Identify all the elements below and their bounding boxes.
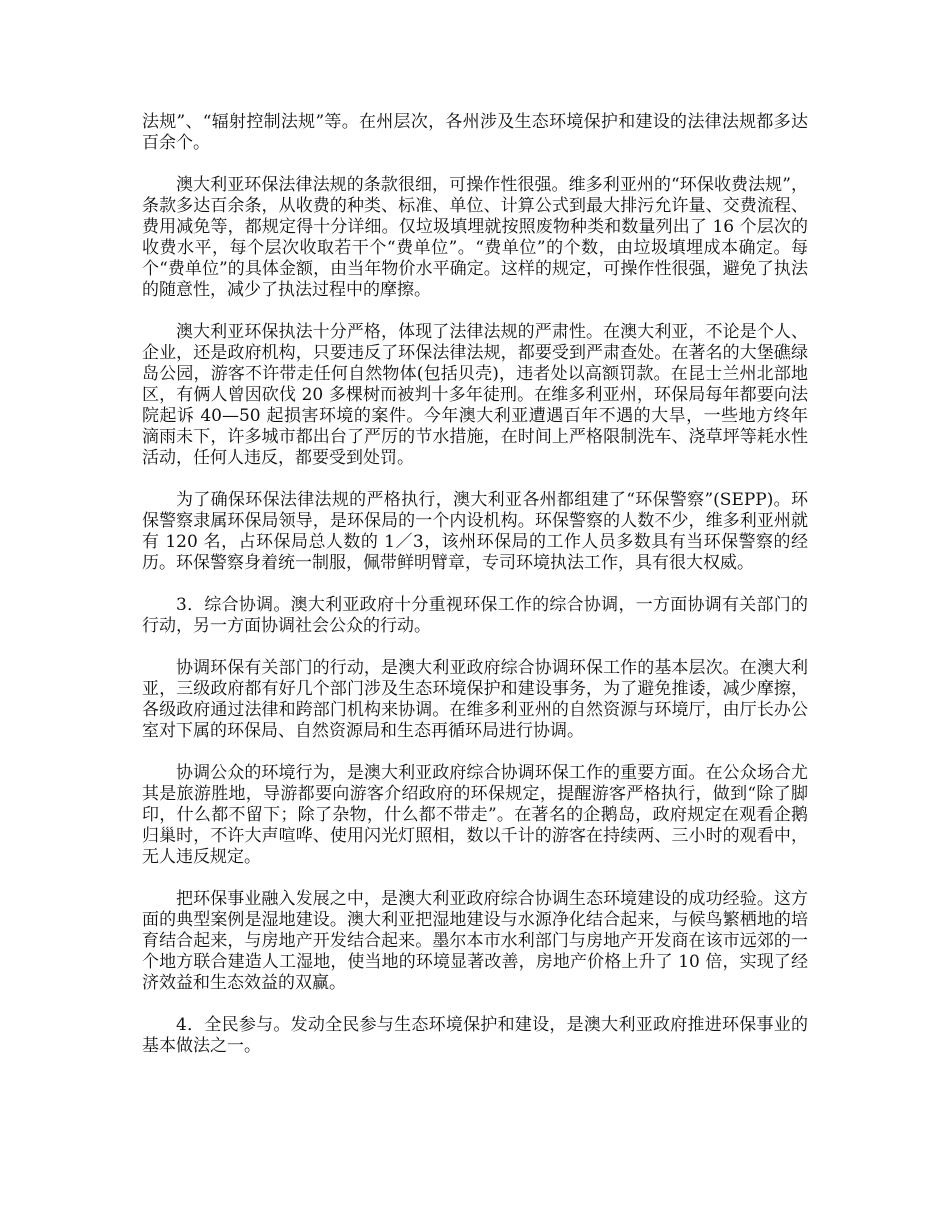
- paragraph-section-4-heading: 4．全民参与。发动全民参与生态环境保护和建设，是澳大利亚政府推进环保事业的基本做法之一。: [142, 1015, 808, 1056]
- paragraph-regulation-detail: 澳大利亚环保法律法规的条款很细，可操作性很强。维多利亚州的“环保收费法规”，条款多达百余条，从收费的种类、标准、单位、计算公式到最大排污允许量、交费流程、费用减免等，都规定得十分详细。仅垃圾填埋就按照废物种类和数量列出了 16 个层次的收费水平，每个层次收取若干个“费单位”。“费单位”的个数，由垃圾填埋成本确定。每个“费单位”的具体金额，由当年物价水平确定。这样的规定，可操作性很强，避免了执法的随意性，减少了执法过程中的摩擦。: [142, 175, 808, 300]
- paragraph-section-3-heading: 3．综合协调。澳大利亚政府十分重视环保工作的综合协调，一方面协调有关部门的行动，另一方面协调社会公众的行动。: [142, 595, 808, 636]
- document-body: [142, 112, 808, 1078]
- paragraph-wetland-case: 把环保事业融入发展之中，是澳大利亚政府综合协调生态环境建设的成功经验。这方面的典型案例是湿地建设。澳大利亚把湿地建设与水源净化结合起来，与候鸟繁栖地的培育结合起来，与房地产开发结合起来。墨尔本市水利部门与房地产开发商在该市远郊的一个地方联合建造人工湿地，使当地的环境显著改善，房地产价格上升了 10 倍，实现了经济效益和生态效益的双赢。: [142, 889, 808, 993]
- paragraph-continuation: 法规”、“辐射控制法规”等。在州层次，各州涉及生态环境保护和建设的法律法规都多达百余个。: [142, 112, 808, 153]
- paragraph-environmental-police: 为了确保环保法律法规的严格执行，澳大利亚各州都组建了“环保警察”(SEPP)。环保警察隶属环保局领导，是环保局的一个内设机构。环保警察的人数不少，维多利亚州就有 120 名，占环保局总人数的 1／3，该州环保局的工作人员多数具有当环保警察的经历。环保警察身着统一制服，佩带鲜明臂章，专司环境执法工作，具有很大权威。: [142, 490, 808, 573]
- paragraph-strict-enforcement: 澳大利亚环保执法十分严格，体现了法律法规的严肃性。在澳大利亚，不论是个人、企业，还是政府机构，只要违反了环保法律法规，都要受到严肃查处。在著名的大堡礁绿岛公园，游客不许带走任何自然物体(包括贝壳)，违者处以高额罚款。在昆士兰州北部地区，有俩人曾因砍伐 20 多棵树而被判十多年徒刑。在维多利亚州，环保局每年都要向法院起诉 40—50 起损害环境的案件。今年澳大利亚遭遇百年不遇的大旱，一些地方终年滴雨未下，许多城市都出台了严厉的节水措施，在时间上严格限制洗车、浇草坪等耗水性活动，任何人违反，都要受到处罚。: [142, 322, 808, 468]
- paragraph-public-coordination: 协调公众的环境行为，是澳大利亚政府综合协调环保工作的重要方面。在公众场合尤其是旅游胜地，导游都要向游客介绍政府的环保规定，提醒游客严格执行，做到“除了脚印，什么都不留下；除了杂物，什么都不带走”。在著名的企鹅岛，政府规定在观看企鹅归巢时，不许大声喧哗、使用闪光灯照相，数以千计的游客在持续两、三小时的观看中，无人违反规定。: [142, 763, 808, 867]
- paragraph-department-coordination: 协调环保有关部门的行动，是澳大利亚政府综合协调环保工作的基本层次。在澳大利亚，三级政府都有好几个部门涉及生态环境保护和建设事务，为了避免推诿，减少摩擦，各级政府通过法律和跨部门机构来协调。在维多利亚州的自然资源与环境厅，由厅长办公室对下属的环保局、自然资源局和生态再循环局进行协调。: [142, 658, 808, 741]
